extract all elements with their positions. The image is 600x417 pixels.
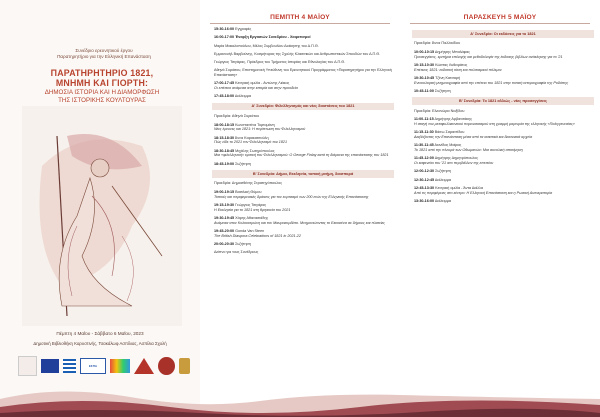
program-entry bbox=[214, 216, 392, 225]
program-entry bbox=[214, 94, 392, 99]
subtitle-line: ΔΗΜΟΣΙΑ ΙΣΤΟΡΙΑ ΚΑΙ Η ΔΙΑΜΟΡΦΩΣΗ bbox=[44, 89, 160, 96]
session-chair: Προεδρία: Δημοσθένης Στρατηγόπουλος bbox=[214, 181, 283, 186]
organizers bbox=[16, 48, 192, 60]
time-label: 10:15-10:30 bbox=[414, 63, 435, 67]
entry-text: Συζήτηση bbox=[235, 242, 251, 247]
rainbow-logo bbox=[110, 359, 130, 373]
entry-text: Διάλειμμα bbox=[234, 94, 252, 99]
talk-title: Εννοιολογική μνημειογραφία από την επέτειο του 1821 στην τοπική ιστοριογραφία της Ροδόπης bbox=[414, 80, 569, 85]
entry-text: Διάλειμμα bbox=[434, 177, 452, 182]
program-entry: Μαρία Μακαλοπούλου, Μέλος Συμβουλίου Διοίκησης του Δ.Π.Θ. bbox=[214, 43, 319, 48]
talk-title: Η σταγή του μεταφυλλικονικού παρουσιασμού στη γραμμή μαρτυρία της ελληνικής «Παλιγγενεσίας» bbox=[414, 122, 575, 126]
program-entry bbox=[414, 89, 592, 94]
program-entry bbox=[414, 50, 592, 59]
title-line: ΜΝΗΜΗ ΚΑΙ ΓΙΟΡΤΗ: bbox=[55, 78, 149, 88]
speaker: Gonda Van Steen bbox=[235, 229, 265, 234]
speaker: Γεώργιος Τσιγάρας bbox=[235, 203, 267, 208]
entry-text: Εγγραφές bbox=[235, 27, 252, 31]
time-label: 19:00-19:15 bbox=[214, 190, 235, 195]
time-label: 10:45-11:00 bbox=[414, 89, 434, 93]
talk-title: Η Εκκλησία για το 1821 στη θρησκεία του 2021 bbox=[214, 207, 291, 212]
program-entry bbox=[214, 162, 392, 167]
program-entry bbox=[214, 149, 392, 158]
time-label: 19:15-19:30 bbox=[214, 203, 235, 208]
university-logo bbox=[18, 356, 37, 376]
conference-title bbox=[14, 68, 190, 104]
talk-title: Προσεγγίσεις, κριτήρια επιλογής και μεθοδολογία της έκδοσης βιβλίων ανάκλησης για το '21 bbox=[414, 54, 563, 59]
program-entry bbox=[214, 123, 392, 132]
program-entry: Δείπνο για τους Συνέδρους bbox=[214, 250, 259, 255]
talk-title: Το 1821 από την πλευρά των Οθωμανών: Μια συνολική αποτίμηση bbox=[414, 148, 523, 152]
day2-program bbox=[414, 27, 592, 207]
day1-heading: ΠΕΜΠΤΗ 4 ΜΑΪΟΥ bbox=[200, 14, 400, 24]
conference-venue: Δημοτική Βιβλιοθήκη Καρυστινής, Τσακάλωφ Ασπίλιας, Ασπίλια Σχολή bbox=[33, 341, 167, 346]
session-chair: Προεδρία: Ελεονώρα Ναξίδου bbox=[414, 108, 465, 113]
organizer-line: Συνέδριο ερευνητικού έργου bbox=[75, 48, 133, 53]
session-title: Α' Συνεδρία: Οι εκδόσεις για το 1821 bbox=[412, 30, 594, 38]
entry-text: Διάλειμμα bbox=[434, 198, 452, 203]
speaker: Κωνσταντίνα Τορτομάνη bbox=[235, 122, 275, 127]
time-label: 10:00-10:15 bbox=[414, 50, 435, 54]
eu-flag-logo bbox=[41, 359, 59, 373]
entry-text: Συζήτηση bbox=[235, 161, 251, 166]
session-title: Β' Συνεδρία: Δήμοι, Εκκλησία, τοπική μνήμη, διασπορά bbox=[212, 170, 394, 178]
time-label: 13:30-16:00 bbox=[414, 198, 435, 203]
program-entry bbox=[214, 35, 392, 40]
greek-flag-logo bbox=[63, 359, 76, 373]
time-label: 18:00-18:15 bbox=[214, 122, 235, 127]
entry-text: Κεντρική ομιλία - Αντώνης Λιάκος bbox=[235, 81, 290, 86]
conference-dates: Πέμπτη 4 Μαΐου - Σάββατο 6 Μαΐου, 2023 bbox=[56, 331, 144, 336]
sponsor-logos bbox=[18, 352, 190, 380]
time-label: 12:00-12:30 bbox=[414, 169, 435, 174]
time-label: 11:30-11:45 bbox=[414, 143, 434, 148]
program-entry bbox=[214, 81, 392, 90]
program-entry: Εμμανουήλ Βαρβούνης, Κοσμήτορας της Σχολής Κλασσικών και Ανθρωπιστικών Σπουδών του Δ.Π.Θ. bbox=[214, 51, 381, 56]
time-label: 20:00-20:30 bbox=[214, 242, 235, 247]
speaker: Δημήτρης Δημητρόπουλος bbox=[434, 156, 479, 161]
time-label: 17:00-17:45 bbox=[214, 81, 235, 86]
speaker: Ακινίδας Μαίρας bbox=[434, 143, 462, 148]
time-label: 16:00-17:00 bbox=[214, 35, 235, 40]
time-label: 12:45-13:30 bbox=[414, 185, 435, 190]
speaker: Κεντρική ομιλία - Άντα Διάλλα bbox=[435, 185, 483, 190]
speaker: Βάσω Σαραντίδου bbox=[434, 130, 465, 135]
espa-logo: ΕΣΠΑ bbox=[80, 358, 106, 374]
time-label: 11:00-11:15 bbox=[414, 117, 434, 122]
speaker: Δημήτρης Μπαλάφας bbox=[434, 50, 470, 54]
subtitle-line: ΤΗΣ ΙΣΤΟΡΙΚΗΣ ΚΟΥΛΤΟΥΡΑΣ bbox=[58, 97, 146, 104]
speaker: Χάρης Αθανασιάδης bbox=[235, 216, 269, 221]
entry-text: Συζήτηση bbox=[434, 89, 451, 93]
program-entry bbox=[414, 186, 592, 195]
talk-title: Τοπικές και περιφερειακές δράσεις για τον εορτασμό των 200 ετών της Ελληνικής Επανάστασης bbox=[214, 194, 369, 199]
program-entry bbox=[414, 156, 592, 165]
talk-title: Ανάμεσα στον Κολοκοτρώνη και τον Μαυροκορδάτο. Μνημονεύοντας το Εικοσιένα σε δήμους και πλατείες bbox=[214, 220, 385, 225]
day2-column bbox=[400, 0, 600, 417]
entry-text: Έναρξη Εργασιών Συνεδρίου - Χαιρετισμοί bbox=[235, 35, 311, 40]
program-entry bbox=[414, 130, 592, 139]
time-label: 18:30-18:45 bbox=[214, 148, 235, 153]
time-label: 19:45-20:00 bbox=[214, 229, 235, 234]
program-entry bbox=[414, 143, 592, 152]
time-label: 18:45-19:00 bbox=[214, 161, 235, 166]
time-label: 12:30-12:45 bbox=[414, 177, 435, 182]
day1-column bbox=[200, 0, 400, 417]
time-label: 11:15-11:30 bbox=[414, 130, 434, 135]
talk-title: Οι καφενείοι του '21 στο περιβάλλον της επετείου bbox=[414, 161, 494, 165]
talk-title: Επέτειος 1821: εκδοτική τάση και πολιτισμικοί πόλεμοι bbox=[414, 67, 502, 72]
time-label: 11:45-12:00 bbox=[414, 156, 434, 161]
session-title: Α' Συνεδρία: Φιλελληνισμός και νέες διαστάσεις του 1821 bbox=[212, 103, 394, 111]
time-label: 10:30-10:45 bbox=[414, 76, 435, 80]
decorative-waves bbox=[0, 377, 600, 417]
program-entry bbox=[414, 169, 592, 174]
talk-title: Οι επέτειοι ανάμεσα στην ιστορία και στην προοδεία bbox=[214, 86, 298, 91]
triangle-logo bbox=[134, 358, 154, 374]
time-label: 18:15-18:30 bbox=[214, 135, 235, 140]
time-label: 15:30-16:00 bbox=[214, 27, 235, 31]
speaker: Μιχάλης Σωτηρόπουλος bbox=[235, 148, 275, 153]
organizer-line: Παρατηρητήριο για την Ελληνική Επανάσταση bbox=[57, 54, 151, 59]
program-entry bbox=[214, 136, 392, 145]
title-line: ΠΑΡΑΤΗΡΗΤΗΡΙΟ 1821, bbox=[50, 68, 154, 78]
time-label: 19:30-19:45 bbox=[214, 216, 235, 221]
session-chair: Προεδρία: Άννα Παλλικίδου bbox=[414, 41, 461, 46]
talk-title: Νέες έρευνες και 1821: Η περίπτωση του Φιλελληνισμού bbox=[214, 127, 306, 132]
day2-heading: ΠΑΡΑΣΚΕΥΗ 5 ΜΑΪΟΥ bbox=[400, 14, 600, 24]
program-entry bbox=[214, 203, 392, 212]
entry-text: Συζήτηση bbox=[435, 169, 451, 174]
program-entry bbox=[414, 63, 592, 72]
seal-logo bbox=[158, 357, 175, 375]
talk-title: Μια «φιλελληνική» κριτική του Φιλελληνισμού: Ο George Finlay κατά τη διάρκεια της επανάστασης του 1821 bbox=[214, 153, 389, 158]
program-entry: Γεώργιος Τσιγάρας, Πρόεδρος του Τμήματος Ιστορίας και Εθνολογίας του Δ.Π.Θ. bbox=[214, 60, 346, 65]
session-title: Β' Συνεδρία: Το 1821 αλλιώς - νέες προσεγγίσεις bbox=[412, 97, 594, 105]
speaker: Βασιλική Θύμου bbox=[235, 190, 262, 195]
speaker: Άννα Καρακατσούλη bbox=[234, 135, 269, 140]
crest-logo bbox=[179, 358, 190, 374]
program-entry bbox=[414, 117, 592, 126]
program-entry bbox=[414, 199, 592, 204]
talk-title: Πώς είδε το 2021 τον Φιλελληνισμό του 1821 bbox=[214, 140, 288, 145]
program-entry bbox=[214, 242, 392, 247]
program-entry: Αθηνά Συριάτου, Επιστημονική Υπεύθυνη του Ερευνητικού Προγράμματος «Παρατηρητήριο για την Ελληνική Επανάσταση» bbox=[214, 68, 392, 78]
speaker: Τζένη Κατσαρή bbox=[435, 76, 461, 80]
speaker: Δημήτρης Αρβανιτάκης bbox=[434, 117, 473, 122]
session-chair: Προεδρία: Αθηνά Συριάτου bbox=[214, 114, 260, 119]
program-entry bbox=[214, 229, 392, 238]
day1-program bbox=[214, 27, 392, 259]
program-entry bbox=[214, 27, 392, 32]
revolution-illustration bbox=[22, 106, 182, 326]
talk-title: Διαβάζοντας την Επανάσταση μέσα από τα ασιατικά και διασυνικά αρχεία bbox=[414, 135, 533, 139]
talk-title: The British Diaspora Celebrations of 1821 in 2021-22 bbox=[214, 233, 301, 238]
cover-panel bbox=[0, 0, 200, 417]
program-entry bbox=[214, 190, 392, 199]
program-entry bbox=[414, 178, 592, 183]
talk-title: Από τις περιφέρειες στο κέντρο: Η Ελληνική Επανάσταση και η Ρωσική Αυτοκρατορία bbox=[414, 190, 553, 195]
speaker: Κώστας Λυθειράτος bbox=[435, 63, 468, 67]
time-label: 17:45-18:00 bbox=[214, 94, 235, 99]
program-entry bbox=[414, 76, 592, 85]
